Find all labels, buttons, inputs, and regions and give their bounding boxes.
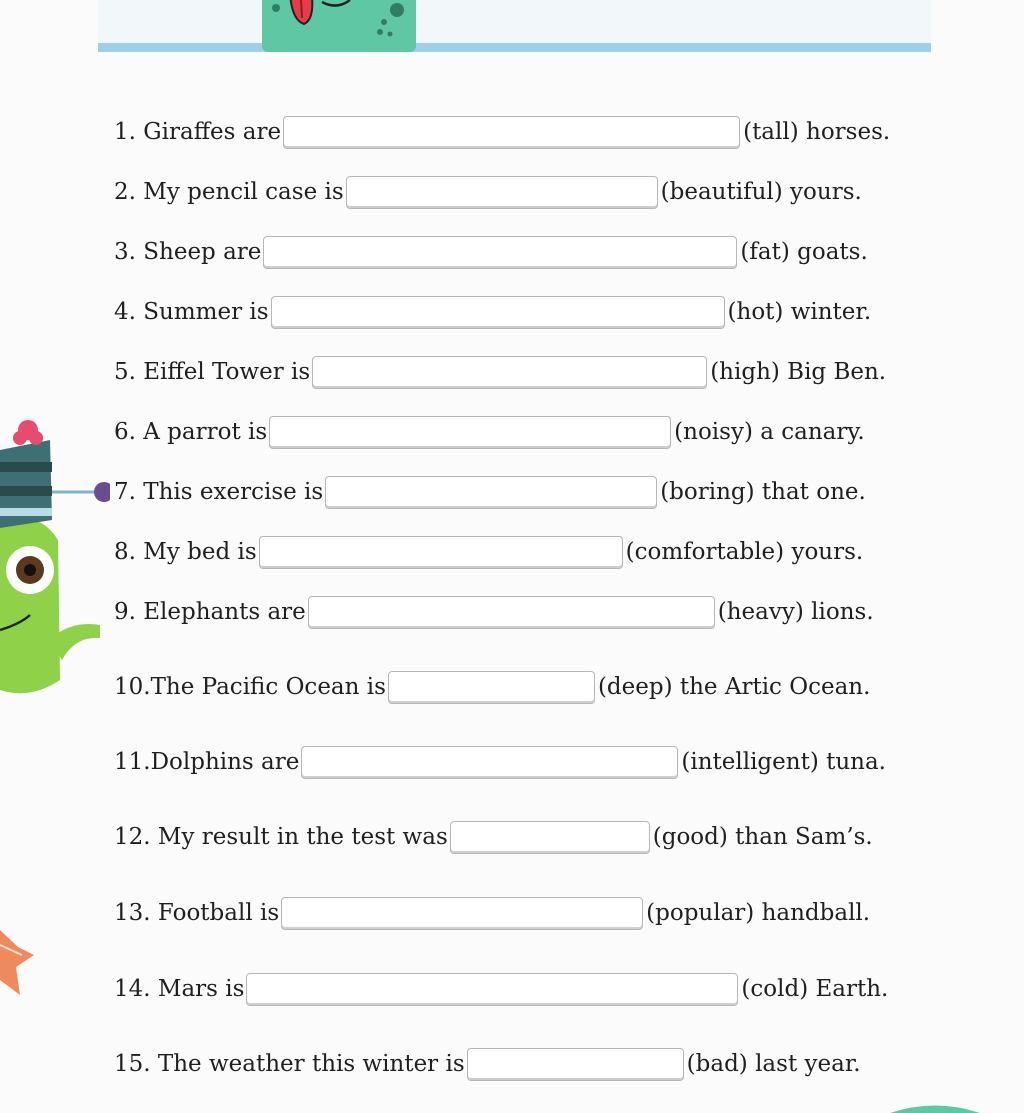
sentence-text: Sheep are bbox=[143, 239, 262, 265]
answer-blank[interactable] bbox=[388, 671, 595, 704]
answer-blank[interactable] bbox=[246, 973, 738, 1006]
sentence-text: The weather this winter is bbox=[157, 1051, 465, 1077]
sentence-text: This exercise is bbox=[143, 479, 324, 505]
answer-blank[interactable] bbox=[467, 1048, 684, 1081]
sentence-hint: (beautiful) yours. bbox=[660, 179, 862, 205]
sentence-number: 5. bbox=[114, 359, 136, 385]
sentence-number: 9. bbox=[114, 599, 136, 625]
sentence-hint: (noisy) a canary. bbox=[674, 419, 865, 445]
sentence-row bbox=[114, 534, 863, 570]
sentence-text: Eiffel Tower is bbox=[143, 359, 311, 385]
sentence-hint: (fat) goats. bbox=[740, 239, 868, 265]
sentence-number: 13. bbox=[114, 900, 151, 926]
sentence-hint: (boring) that one. bbox=[660, 479, 866, 505]
answer-blank[interactable] bbox=[263, 236, 737, 269]
sentence-row bbox=[114, 474, 866, 510]
answer-blank[interactable] bbox=[301, 746, 678, 779]
sentence-number: 1. bbox=[114, 119, 136, 145]
answer-blank[interactable] bbox=[271, 296, 725, 329]
sentence-row bbox=[114, 114, 890, 150]
answer-blank[interactable] bbox=[325, 476, 657, 509]
sentence-text: Giraffes are bbox=[143, 119, 282, 145]
sentence-row bbox=[114, 594, 874, 630]
sentence-row bbox=[114, 234, 868, 270]
answer-blank[interactable] bbox=[281, 897, 643, 930]
sentence-number: 6. bbox=[114, 419, 136, 445]
sentence-text: My bed is bbox=[143, 539, 257, 565]
sentence-text: Dolphins are bbox=[150, 749, 300, 775]
answer-blank[interactable] bbox=[346, 176, 658, 209]
answer-blank[interactable] bbox=[259, 536, 623, 569]
sentence-hint: (good) than Sam’s. bbox=[652, 824, 873, 850]
sentence-row bbox=[114, 895, 870, 931]
sentence-hint: (bad) last year. bbox=[686, 1051, 861, 1077]
sentence-row bbox=[114, 744, 886, 780]
answer-blank[interactable] bbox=[283, 116, 740, 149]
sentence-text: A parrot is bbox=[143, 419, 268, 445]
sentence-number: 11. bbox=[114, 749, 151, 775]
sentence-hint: (heavy) lions. bbox=[717, 599, 874, 625]
sentence-text: The Pacific Ocean is bbox=[150, 674, 386, 700]
sentence-hint: (tall) horses. bbox=[743, 119, 891, 145]
sentence-number: 3. bbox=[114, 239, 136, 265]
sentence-row bbox=[114, 971, 888, 1007]
sentence-text: Mars is bbox=[157, 976, 245, 1002]
sentence-text: My result in the test was bbox=[157, 824, 448, 850]
answer-blank[interactable] bbox=[269, 416, 671, 449]
sentence-row bbox=[114, 669, 870, 705]
sentence-text: Summer is bbox=[143, 299, 269, 325]
sentence-row bbox=[114, 354, 886, 390]
sentence-number: 2. bbox=[114, 179, 136, 205]
sentence-row bbox=[114, 1046, 861, 1082]
sentence-row bbox=[114, 294, 871, 330]
sentence-text: Football is bbox=[157, 900, 280, 926]
sentence-hint: (high) Big Ben. bbox=[710, 359, 887, 385]
sentence-number: 15. bbox=[114, 1051, 151, 1077]
sentence-hint: (deep) the Artic Ocean. bbox=[597, 674, 871, 700]
sentence-number: 4. bbox=[114, 299, 136, 325]
sentence-number: 7. bbox=[114, 479, 136, 505]
sentence-hint: (comfortable) yours. bbox=[625, 539, 864, 565]
sentence-row bbox=[114, 174, 862, 210]
sentence-hint: (cold) Earth. bbox=[741, 976, 889, 1002]
sentence-number: 12. bbox=[114, 824, 151, 850]
answer-blank[interactable] bbox=[308, 596, 715, 629]
sentence-hint: (popular) handball. bbox=[646, 900, 871, 926]
answer-blank[interactable] bbox=[312, 356, 707, 389]
sentence-hint: (intelligent) tuna. bbox=[681, 749, 886, 775]
sentence-number: 10. bbox=[114, 674, 151, 700]
sentence-number: 14. bbox=[114, 976, 151, 1002]
answer-blank[interactable] bbox=[450, 821, 650, 854]
corner-decoration-icon bbox=[890, 1098, 980, 1113]
sentence-hint: (hot) winter. bbox=[727, 299, 872, 325]
sentence-number: 8. bbox=[114, 539, 136, 565]
sentence-text: My pencil case is bbox=[143, 179, 344, 205]
sentence-row bbox=[114, 414, 865, 450]
sentence-text: Elephants are bbox=[143, 599, 306, 625]
sentence-row bbox=[114, 819, 873, 855]
